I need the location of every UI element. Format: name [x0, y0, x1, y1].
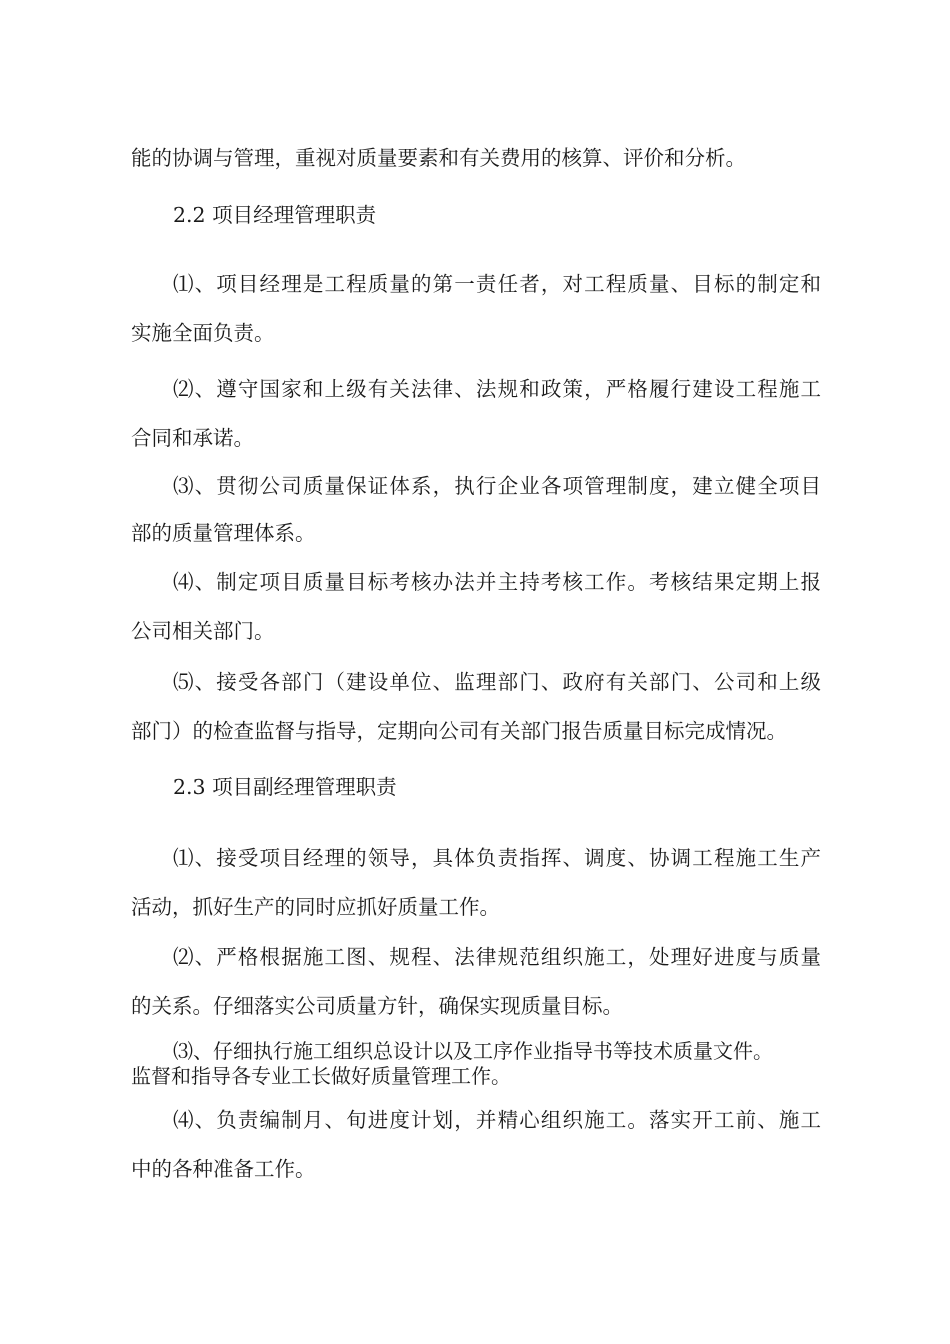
section-heading-2-2: 2.2 项目经理管理职责	[173, 203, 377, 227]
s22-item-4-line-2: 公司相关部门。	[131, 619, 275, 643]
s23-item-4-line-2: 中的各种准备工作。	[131, 1157, 316, 1181]
section-heading-2-3: 2.3 项目副经理管理职责	[173, 775, 397, 799]
s22-item-1-line-1: ⑴、项目经理是工程质量的第一责任者，对工程质量、目标的制定和	[173, 272, 821, 296]
s23-item-3-line-1: ⑶、仔细执行施工组织总设计以及工序作业指导书等技术质量文件。	[173, 1039, 773, 1063]
s22-item-2-line-1: ⑵、遵守国家和上级有关法律、法规和政策，严格履行建设工程施工	[173, 377, 821, 401]
s22-item-2-line-2: 合同和承诺。	[131, 426, 254, 450]
s22-item-1-line-2: 实施全面负责。	[131, 321, 275, 345]
s23-item-2-line-2: 的关系。仔细落实公司质量方针，确保实现质量目标。	[131, 994, 623, 1018]
s23-item-3-line-2: 监督和指导各专业工长做好质量管理工作。	[131, 1064, 511, 1088]
s22-item-4-line-1: ⑷、制定项目质量目标考核办法并主持考核工作。考核结果定期上报	[173, 570, 821, 594]
s22-item-5-line-2: 部门）的检查监督与指导，定期向公司有关部门报告质量目标完成情况。	[131, 719, 787, 743]
s23-item-1-line-2: 活动，抓好生产的同时应抓好质量工作。	[131, 895, 500, 919]
s22-item-3-line-2: 部的质量管理体系。	[131, 521, 316, 545]
s23-item-1-line-1: ⑴、接受项目经理的领导，具体负责指挥、调度、协调工程施工生产	[173, 846, 821, 870]
s23-item-2-line-1: ⑵、严格根据施工图、规程、法律规范组织施工，处理好进度与质量	[173, 945, 821, 969]
s22-item-5-line-1: ⑸、接受各部门（建设单位、监理部门、政府有关部门、公司和上级	[173, 670, 821, 694]
paragraph-line: 能的协调与管理，重视对质量要素和有关费用的核算、评价和分析。	[131, 146, 746, 170]
s22-item-3-line-1: ⑶、贯彻公司质量保证体系，执行企业各项管理制度，建立健全项目	[173, 474, 821, 498]
s23-item-4-line-1: ⑷、负责编制月、旬进度计划，并精心组织施工。落实开工前、施工	[173, 1108, 821, 1132]
